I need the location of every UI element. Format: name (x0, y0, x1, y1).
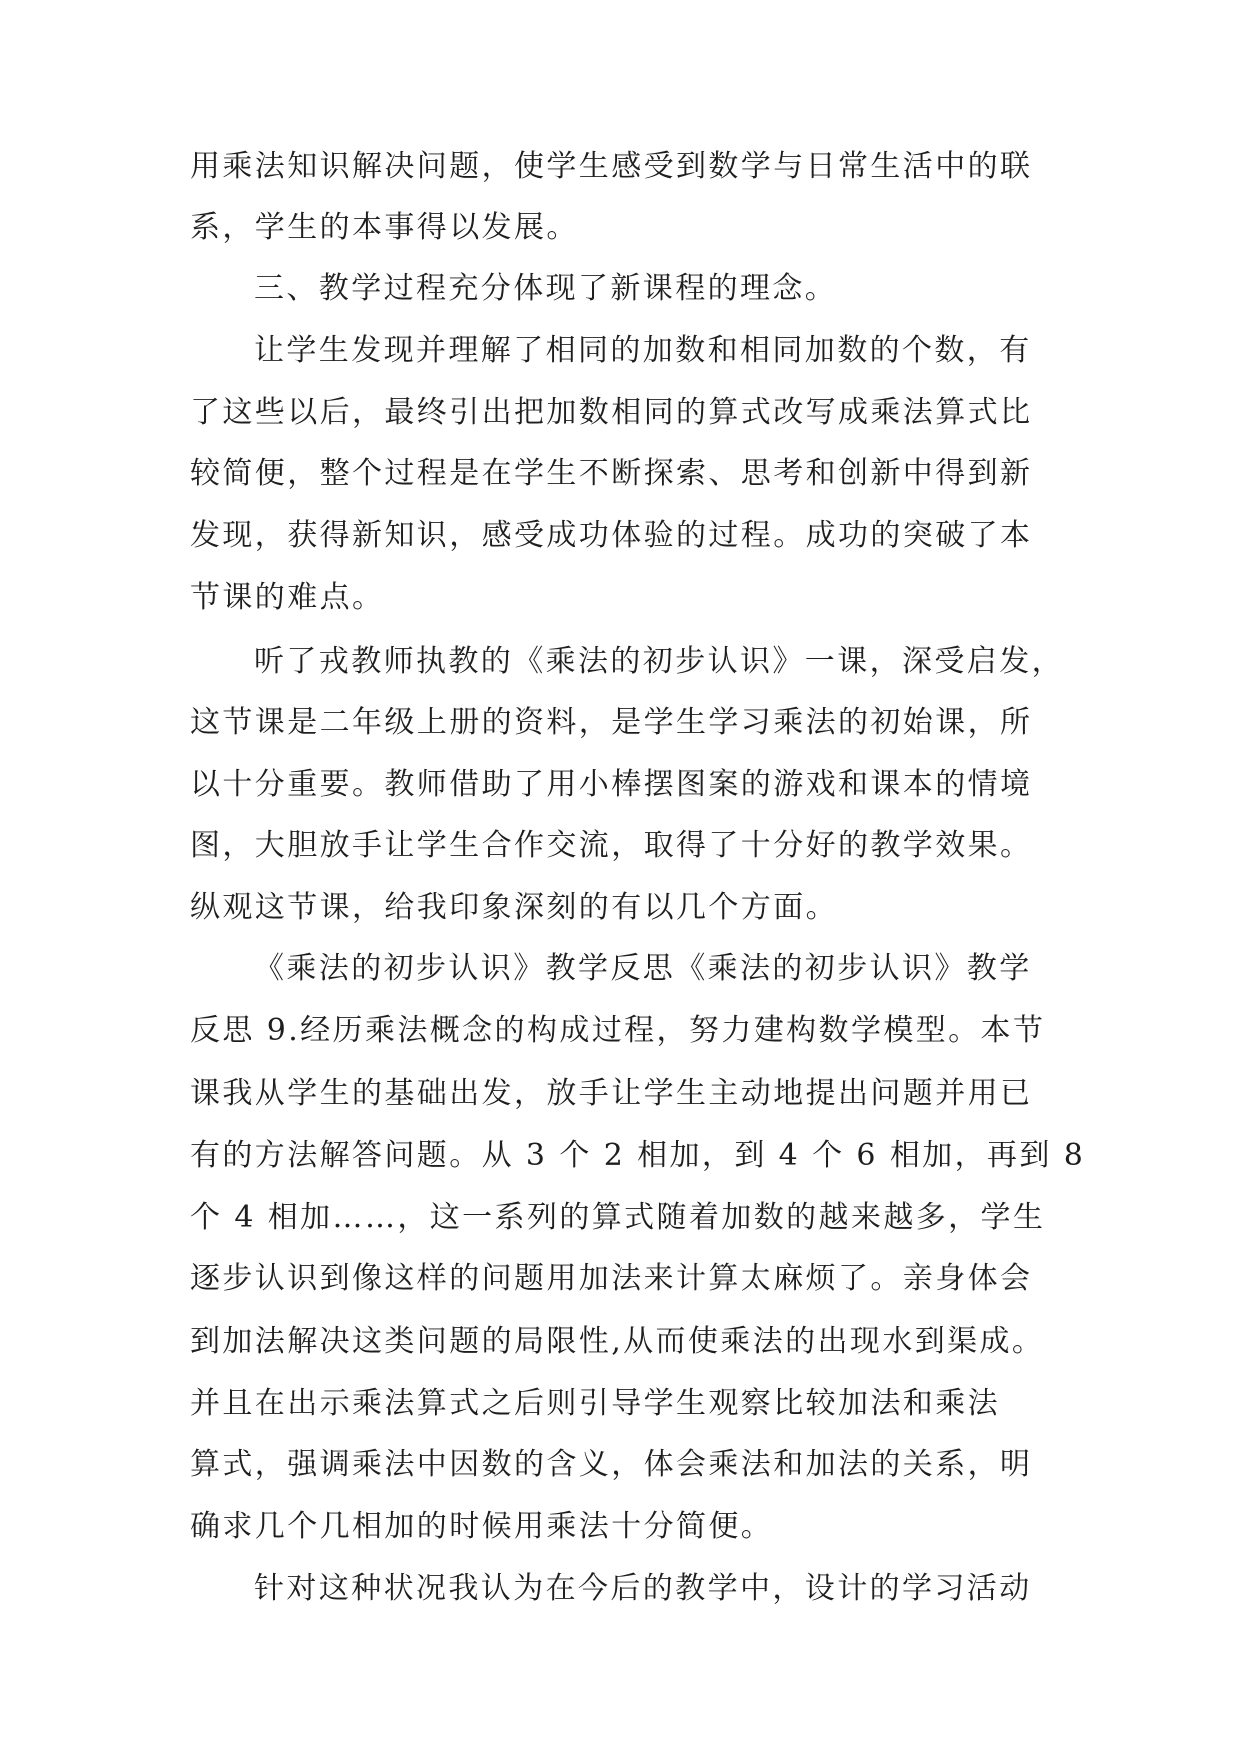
text-line: 以十分重要。教师借助了用小棒摆图案的游戏和课本的情境 (190, 767, 1033, 802)
text-line: 确求几个几相加的时候用乘法十分简便。 (190, 1509, 774, 1544)
text-line: 了这些以后，最终引出把加数相同的算式改写成乘法算式比 (190, 395, 1033, 430)
text-line: 用乘法知识解决问题，使学生感受到数学与日常生活中的联 (190, 149, 1033, 184)
text-line: 针对这种状况我认为在今后的教学中，设计的学习活动 (254, 1571, 1032, 1606)
text-line: 听了戎教师执教的《乘法的初步认识》一课，深受启发， (254, 644, 1064, 679)
text-line: 这节课是二年级上册的资料，是学生学习乘法的初始课，所 (190, 705, 1033, 740)
text-line: 个 4 相加……，这一系列的算式随着加数的越来越多，学生 (190, 1200, 1046, 1235)
text-line: 有的方法解答问题。从 3 个 2 相加，到 4 个 6 相加，再到 8 (190, 1138, 1086, 1173)
text-line: 并且在出示乘法算式之后则引导学生观察比较加法和乘法 (190, 1386, 1000, 1421)
text-line: 发现，获得新知识，感受成功体验的过程。成功的突破了本 (190, 518, 1033, 553)
text-line: 让学生发现并理解了相同的加数和相同加数的个数，有 (254, 333, 1032, 368)
section-heading: 三、教学过程充分体现了新课程的理念。 (254, 271, 838, 306)
text-line: 节课的难点。 (190, 580, 385, 615)
text-line: 到加法解决这类问题的局限性,从而使乘法的出现水到渠成。 (190, 1324, 1045, 1359)
text-line: 算式，强调乘法中因数的含义，体会乘法和加法的关系，明 (190, 1447, 1033, 1482)
text-line: 逐步认识到像这样的问题用加法来计算太麻烦了。亲身体会 (190, 1261, 1033, 1296)
text-line: 系，学生的本事得以发展。 (190, 210, 579, 245)
text-line: 课我从学生的基础出发，放手让学生主动地提出问题并用已 (190, 1076, 1033, 1111)
text-line: 图，大胆放手让学生合作交流，取得了十分好的教学效果。 (190, 828, 1033, 863)
text-line: 较简便，整个过程是在学生不断探索、思考和创新中得到新 (190, 456, 1033, 491)
text-line: 反思 9.经历乘法概念的构成过程，努力建构数学模型。本节 (190, 1013, 1046, 1048)
text-line: 《乘法的初步认识》教学反思《乘法的初步认识》教学 (254, 951, 1032, 986)
text-line: 纵观这节课，给我印象深刻的有以几个方面。 (190, 890, 838, 925)
